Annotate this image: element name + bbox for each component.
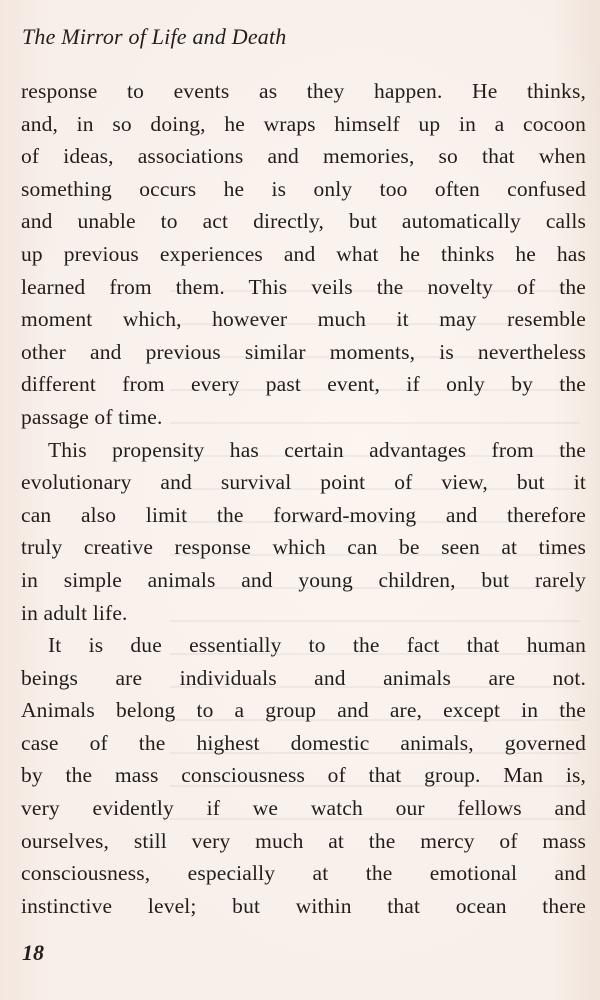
page-number: 18 xyxy=(22,940,44,965)
text-line: up previous experiences and what he thinks he has xyxy=(21,241,586,266)
text-line: instinctive level; but within that ocean there xyxy=(21,893,586,918)
paragraph-3 xyxy=(21,629,586,922)
text-line: truly creative response which can be seen at times xyxy=(21,535,586,560)
text-line: Animals belong to a group and are, except in the xyxy=(21,698,586,723)
body-text xyxy=(21,75,586,922)
text-line: in simple animals and young children, but rarely xyxy=(21,567,586,592)
text-line: very evidently if we watch our fellows and xyxy=(21,796,586,821)
text-line: This propensity has certain advantages from the xyxy=(48,437,586,462)
text-line: other and previous similar moments, is nevertheless xyxy=(21,339,586,364)
text-line: learned from them. This veils the novelty of the xyxy=(21,274,586,299)
text-line: It is due essentially to the fact that human xyxy=(48,633,586,658)
text-line: in adult life. xyxy=(21,600,128,625)
text-line: and unable to act directly, but automatically calls xyxy=(21,209,586,234)
text-line: can also limit the forward-moving and therefore xyxy=(21,502,586,527)
running-head: The Mirror of Life and Death xyxy=(22,24,287,49)
text-line: something occurs he is only too often confused xyxy=(21,176,586,201)
text-line: by the mass consciousness of that group. Man is, xyxy=(21,763,586,788)
text-line: evolutionary and survival point of view, but it xyxy=(21,470,586,495)
text-line: and, in so doing, he wraps himself up in a cocoon xyxy=(21,111,586,136)
paragraph-1 xyxy=(21,75,586,434)
text-line: moment which, however much it may resemble xyxy=(21,307,586,332)
text-line: case of the highest domestic animals, governed xyxy=(21,730,586,755)
paragraph-2 xyxy=(21,434,586,630)
text-line: response to events as they happen. He thinks, xyxy=(21,79,586,103)
text-line: beings are individuals and animals are not. xyxy=(21,665,586,690)
text-line: ourselves, still very much at the mercy of mass xyxy=(21,828,586,853)
text-line: consciousness, especially at the emotional and xyxy=(21,861,586,886)
text-line: different from every past event, if only by the xyxy=(21,372,586,397)
text-line: passage of time. xyxy=(21,404,163,429)
text-line: of ideas, associations and memories, so that when xyxy=(21,144,586,169)
